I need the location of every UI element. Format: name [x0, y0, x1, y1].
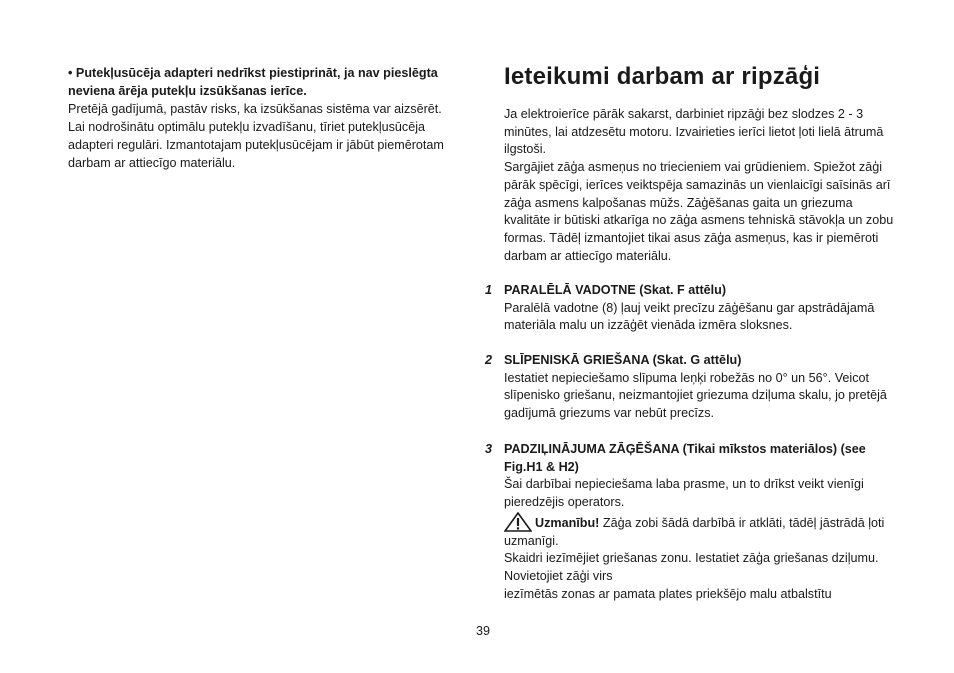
section-title: SLĪPENISKĀ GRIEŠANA (Skat. G attēlu) — [504, 353, 742, 367]
section-body-2: Skaidri iezīmējiet griešanas zonu. Iestatiet zāģa griešanas dziļumu. Novietojiet zāģi virs — [504, 551, 879, 583]
warning-paragraph — [504, 512, 896, 550]
section-plunge-cutting — [485, 441, 896, 603]
section-number: 1 — [485, 283, 493, 297]
warning-note-bold-text: Putekļusūcēja adapteri nedrīkst piestiprināt, ja nav pieslēgta neviena ārēja putekļu izsūkšanas ierīce. — [68, 66, 438, 98]
intro-text — [504, 106, 896, 265]
bullet: • — [68, 66, 73, 80]
section-number: 3 — [485, 442, 493, 456]
warning-note-body: Pretējā gadījumā, pastāv risks, ka izsūkšanas sistēma var aizsērēt. Lai nodrošinātu optimālu putekļu izvadīšanu, tīriet putekļusūcēja adapteri regulāri. Izmantotajam putekļusūcējam ir jābūt piemērotam darbam ar attiecīgo materiālu. — [68, 102, 444, 170]
warning-label: Uzmanību! — [535, 515, 600, 530]
intro-paragraph-1: Ja elektroierīce pārāk sakarst, darbiniet ripzāģi bez slodzes 2 - 3 minūtes, lai atdzesētu motoru. Izvairieties ierīci lietot ļoti lielā ātrumā ilgstoši. — [504, 107, 884, 157]
section-parallel-guide — [485, 282, 896, 335]
section-body: Iestatiet nepieciešamo slīpuma leņķi robežās no 0° un 56°. Veicot slīpenisko griešanu, neizmantojiet griezuma dziļuma skalu, jo pretējā gadījumā griezums var nebūt precīzs. — [504, 370, 887, 421]
section-title: PADZIĻINĀJUMA ZĀĢĒŠANA (Tikai mīkstos materiālos) (see Fig.H1 & H2) — [504, 442, 866, 474]
section-number: 2 — [485, 353, 493, 367]
page-title: Ieteikumi darbam ar ripzāģi — [504, 63, 821, 90]
section-body-3: iezīmētās zonas ar pamata plates priekšējo malu atbalstītu — [504, 586, 832, 601]
section-body: Paralēlā vadotne (8) ļauj veikt precīzu zāģēšanu gar apstrādājamā materiāla malu un izzāģēt vienāda izmēra sloksnes. — [504, 300, 875, 333]
warning-triangle-icon — [504, 512, 532, 532]
warning-note-bold — [68, 64, 460, 100]
section-title: PARALĒLĀ VADOTNE (Skat. F attēlu) — [504, 283, 727, 297]
intro-paragraph-2: Sargājiet zāģa asmeņus no triecieniem vai grūdieniem. Spiežot zāģi pārāk spēcīgi, ierīces veiktspēja samazinās un vienlaicīgi saīsinās arī zāģa asmens kalpošanas mūžs. Zāģēšanas gaita un griezuma kvalitāte ir būtiski atkarīga no zāģa asmens tehniskā stāvokļa un zobu formas. Tādēļ izmantojiet tikai asus zāģa asmeņus, kas ir piemēroti darbam ar attiecīgo materiālu. — [504, 160, 894, 263]
page-number: 39 — [476, 624, 491, 638]
section-bevel-cutting — [485, 352, 896, 423]
section-body-1: Šai darbībai nepieciešama laba prasme, un to drīkst veikt vienīgi pieredzējis operators. — [504, 477, 864, 510]
warning-text: Zāģa zobi šādā darbībā ir atklāti, tādēļ jāstrādā ļoti uzmanīgi. — [504, 515, 885, 548]
left-column — [68, 64, 460, 172]
